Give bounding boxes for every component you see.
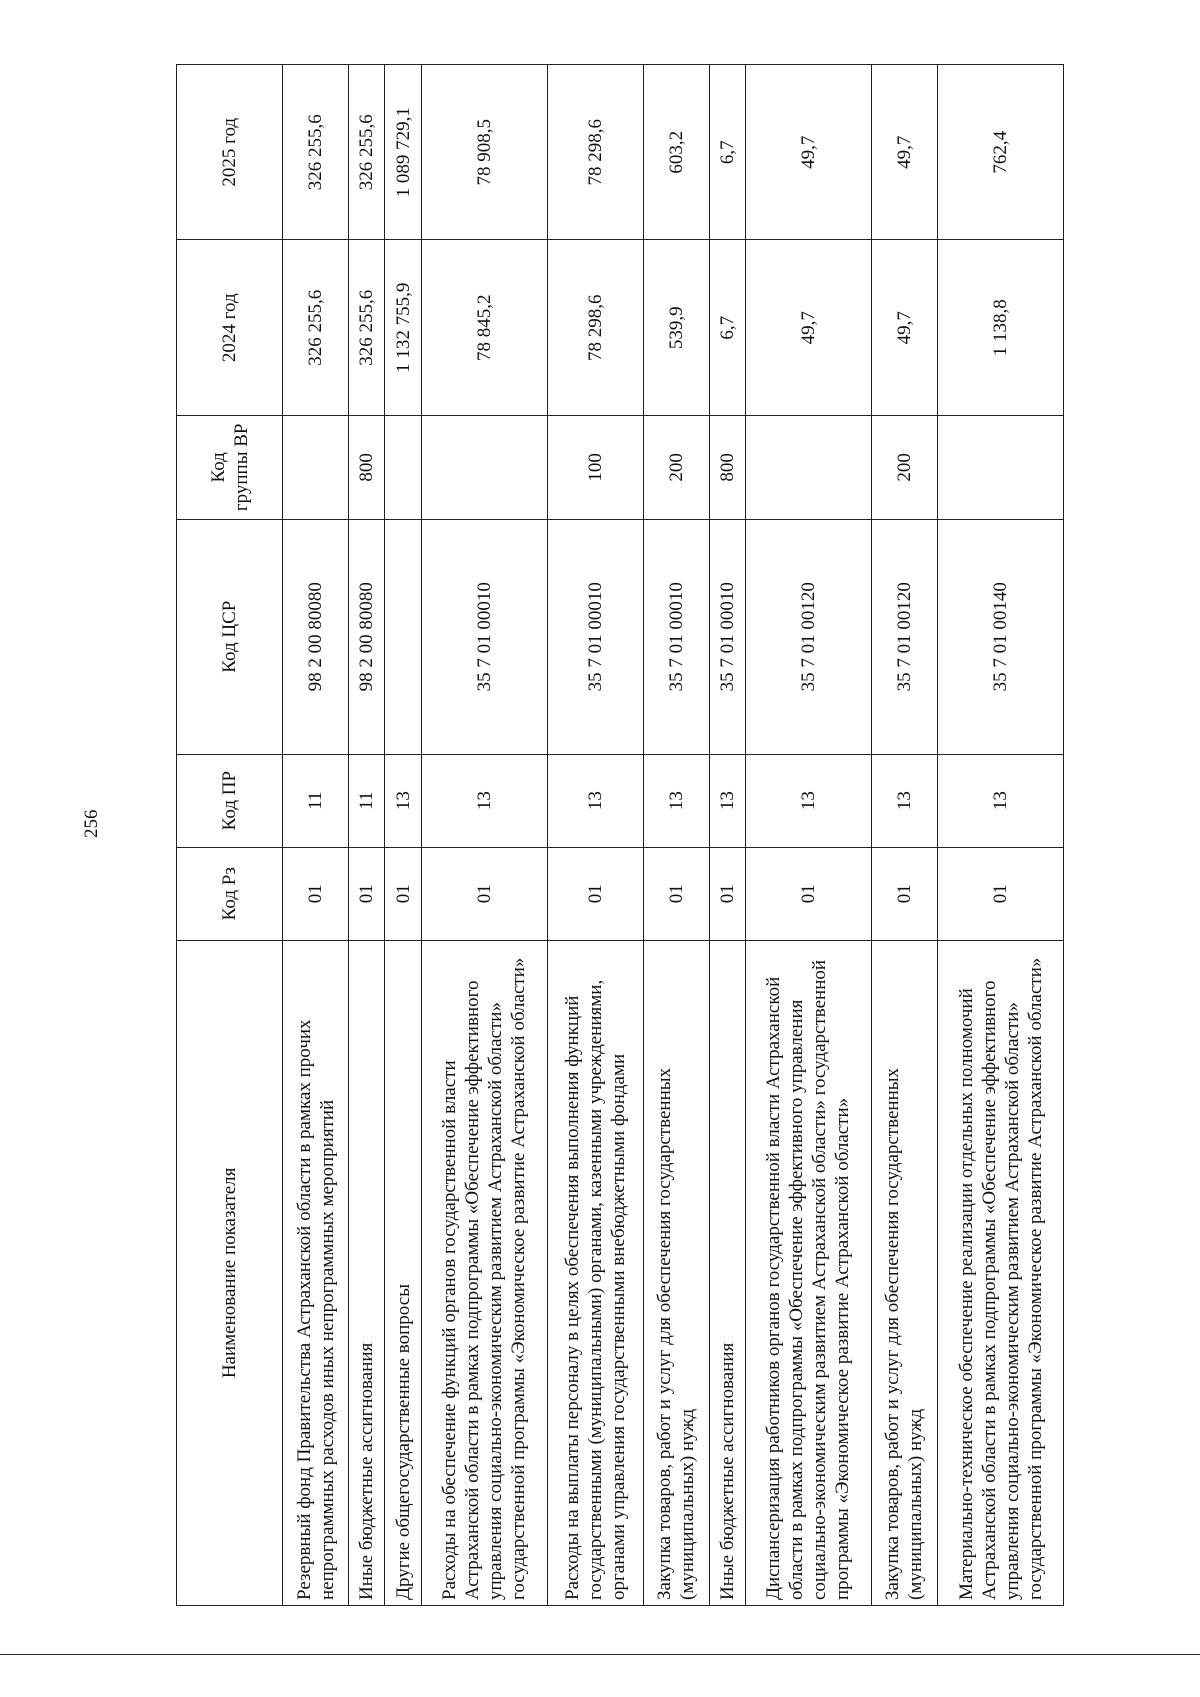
row-csr: 35 7 01 00010: [643, 519, 709, 754]
header-2025: 2025 год: [177, 65, 283, 241]
row-name: Иные бюджетные ассигнования: [349, 940, 385, 1605]
row-rz: 01: [709, 847, 745, 940]
row-name: Другие общегосударственные вопросы: [385, 940, 421, 1605]
row-2024: 78 845,2: [421, 240, 547, 415]
row-2025: 326 255,6: [283, 65, 349, 241]
row-name: Закупка товаров, работ и услуг для обеспечения государственных (муниципальных) нужд: [643, 940, 709, 1605]
table-row: [421, 65, 547, 1606]
row-csr: 35 7 01 00120: [746, 519, 872, 754]
row-vr: 200: [643, 415, 709, 519]
row-vr: [385, 415, 421, 519]
row-pr: 13: [938, 754, 1064, 847]
row-name: Расходы на выплаты персоналу в целях обеспечения выполнения функций государственными (муниципальными) органами, казенными учреждениями, органами управления государственными внебюджетными фондами: [547, 940, 643, 1605]
header-2024: 2024 год: [177, 240, 283, 415]
row-rz: 01: [421, 847, 547, 940]
row-csr: 98 2 00 80080: [349, 519, 385, 754]
table-row: [349, 65, 385, 1606]
row-rz: 01: [547, 847, 643, 940]
row-vr: [938, 415, 1064, 519]
row-vr: [746, 415, 872, 519]
row-vr: [421, 415, 547, 519]
row-2024: 49,7: [746, 240, 872, 415]
row-pr: 11: [349, 754, 385, 847]
row-2024: 1 138,8: [938, 240, 1064, 415]
row-2025: 78 908,5: [421, 65, 547, 241]
row-pr: 13: [746, 754, 872, 847]
header-csr: Код ЦСР: [177, 519, 283, 754]
row-name: Диспансеризация работников органов государственной власти Астраханской области в рамках подпрограммы «Обеспечение эффективного управления социально-экономическим развитием Астраханской области» государственной программы «Экономическое развитие Астраханской области»: [746, 940, 872, 1605]
row-pr: 13: [421, 754, 547, 847]
row-rz: 01: [283, 847, 349, 940]
row-csr: 35 7 01 00010: [547, 519, 643, 754]
row-rz: 01: [746, 847, 872, 940]
row-2024: 539,9: [643, 240, 709, 415]
rotated-table-container: [176, 64, 1064, 1606]
header-name: Наименование показателя: [177, 940, 283, 1605]
row-pr: 13: [871, 754, 937, 847]
row-pr: 13: [643, 754, 709, 847]
table-row: [643, 65, 709, 1606]
row-2024: 326 255,6: [349, 240, 385, 415]
row-pr: 13: [709, 754, 745, 847]
table-row: [938, 65, 1064, 1606]
table-row: [709, 65, 745, 1606]
header-vr: Код группы ВР: [177, 415, 283, 519]
row-2025: 49,7: [746, 65, 872, 241]
table-row: [746, 65, 872, 1606]
row-name: Расходы на обеспечение функций органов государственной власти Астраханской области в рамках подпрограммы «Обеспечение эффективного управления социально-экономическим развитием Астраханской области» государственной программы «Экономическое развитие Астраханской области»: [421, 940, 547, 1605]
footer-divider: [0, 1654, 1200, 1655]
row-name: Иные бюджетные ассигнования: [709, 940, 745, 1605]
table-row: [547, 65, 643, 1606]
table-row: [871, 65, 937, 1606]
row-csr: 35 7 01 00010: [421, 519, 547, 754]
row-vr: 800: [709, 415, 745, 519]
table-row: [283, 65, 349, 1606]
row-2025: 49,7: [871, 65, 937, 241]
row-2025: 762,4: [938, 65, 1064, 241]
table-row: [385, 65, 421, 1606]
table-header-row: [177, 65, 283, 1606]
row-vr: 800: [349, 415, 385, 519]
row-rz: 01: [385, 847, 421, 940]
row-name: Материально-техническое обеспечение реализации отдельных полномочий Астраханской области в рамках подпрограммы «Обеспечение эффективного управления социально-экономическим развитием Астраханской области» государственной программы «Экономическое развитие Астраханской области»: [938, 940, 1064, 1605]
row-csr: 35 7 01 00120: [871, 519, 937, 754]
row-2025: 603,2: [643, 65, 709, 241]
row-pr: 13: [547, 754, 643, 847]
row-2024: 49,7: [871, 240, 937, 415]
row-2024: 326 255,6: [283, 240, 349, 415]
row-2024: 1 132 755,9: [385, 240, 421, 415]
row-name: Резервный фонд Правительства Астраханской области в рамках прочих непрограммных расходов иных непрограммных мероприятий: [283, 940, 349, 1605]
row-vr: 200: [871, 415, 937, 519]
row-vr: [283, 415, 349, 519]
row-2024: 78 298,6: [547, 240, 643, 415]
row-rz: 01: [643, 847, 709, 940]
row-rz: 01: [349, 847, 385, 940]
row-pr: 13: [385, 754, 421, 847]
row-2025: 78 298,6: [547, 65, 643, 241]
row-csr: 35 7 01 00010: [709, 519, 745, 754]
budget-table: [176, 64, 1064, 1606]
row-2025: 6,7: [709, 65, 745, 241]
row-rz: 01: [871, 847, 937, 940]
row-csr: [385, 519, 421, 754]
page-number: 256: [81, 809, 102, 838]
row-2025: 326 255,6: [349, 65, 385, 241]
row-2025: 1 089 729,1: [385, 65, 421, 241]
row-csr: 98 2 00 80080: [283, 519, 349, 754]
row-vr: 100: [547, 415, 643, 519]
row-pr: 11: [283, 754, 349, 847]
row-csr: 35 7 01 00140: [938, 519, 1064, 754]
row-rz: 01: [938, 847, 1064, 940]
header-rz: Код Рз: [177, 847, 283, 940]
row-2024: 6,7: [709, 240, 745, 415]
header-pr: Код ПР: [177, 754, 283, 847]
row-name: Закупка товаров, работ и услуг для обеспечения государственных (муниципальных) нужд: [871, 940, 937, 1605]
